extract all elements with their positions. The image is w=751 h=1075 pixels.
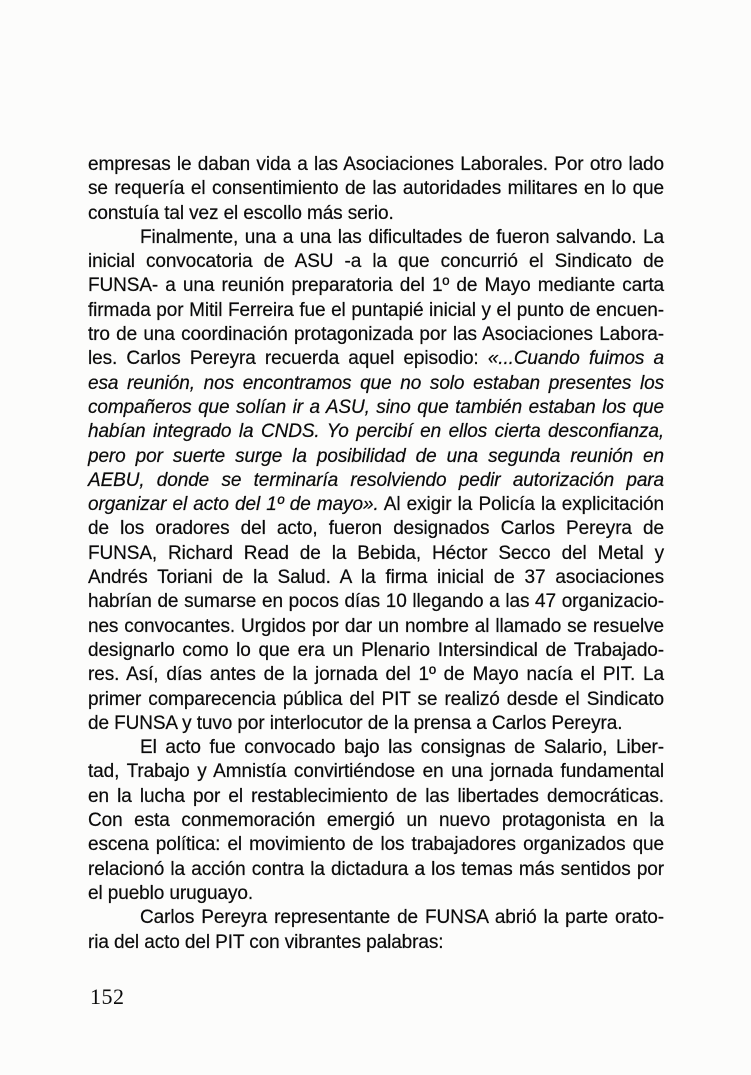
text-line: [88, 590, 664, 614]
text-segment: escena política: el movimiento de los trabajadores organizados que: [88, 834, 664, 856]
text-line: [88, 785, 664, 809]
text-segment: firmada por Mitil Ferreira fue el puntapié inicial y el punto de encuen-: [88, 299, 664, 321]
text-segment: constuía tal vez el escollo más serio.: [88, 202, 394, 224]
page-text: [88, 153, 664, 955]
text-segment: El acto fue convocado bajo las consignas de Salario, Liber-: [140, 737, 664, 759]
text-segment: compañeros que solían ir a ASU, sino que también estaban los que: [88, 396, 664, 418]
text-segment: res. Así, días antes de la jornada del 1º de Mayo nacía el PIT. La: [88, 664, 664, 686]
text-segment: Al exigir la Policía la explicitación: [378, 494, 664, 516]
text-segment: ria del acto del PIT con vibrantes palabras:: [88, 931, 444, 953]
text-line: [88, 323, 664, 347]
text-segment: inicial convocatoria de ASU -a la que concurrió el Sindicato de: [88, 251, 664, 273]
text-line: [88, 493, 664, 517]
text-segment: de los oradores del acto, fueron designados Carlos Pereyra de: [88, 518, 664, 540]
text-segment: Carlos Pereyra representante de FUNSA abrió la parte orato-: [140, 907, 664, 929]
text-segment: habrían de sumarse en pocos días 10 llegando a las 47 organizacio-: [88, 591, 664, 613]
text-segment: organizar el acto del 1º de mayo».: [88, 494, 379, 516]
text-segment: Andrés Toriani de la Salud. A la firma inicial de 37 asociaciones: [88, 567, 664, 589]
text-line: [88, 445, 664, 469]
text-line: [88, 153, 664, 177]
text-segment: el pueblo uruguayo.: [88, 882, 254, 904]
text-segment: tro de una coordinación protagonizada por las Asociaciones Labora-: [88, 324, 664, 346]
text-line: [88, 760, 664, 784]
text-line: [88, 542, 664, 566]
text-segment: FUNSA, Richard Read de la Bebida, Héctor Secco del Metal y: [88, 542, 664, 564]
text-line: [88, 882, 664, 906]
text-segment: FUNSA- a una reunión preparatoria del 1º de Mayo mediante carta: [88, 275, 664, 297]
text-segment: Con esta conmemoración emergió un nuevo protagonista en la: [88, 810, 664, 832]
text-segment: Finalmente, una a una las dificultades de fueron salvando. La: [140, 226, 664, 248]
text-line: [88, 469, 664, 493]
text-line: [88, 250, 664, 274]
text-line: [88, 396, 664, 420]
text-segment: esa reunión, nos encontramos que no solo estaban presentes los: [88, 372, 664, 394]
text-line: [88, 931, 664, 955]
text-line: [88, 833, 664, 857]
text-line: [88, 809, 664, 833]
text-line: [88, 858, 664, 882]
text-line: [88, 202, 664, 226]
text-line: [88, 688, 664, 712]
text-line: [88, 274, 664, 298]
text-line: [88, 615, 664, 639]
text-segment: habían integrado la CNDS. Yo percibí en ellos cierta desconfianza,: [88, 421, 664, 443]
text-segment: AEBU, donde se terminaría resolviendo pedir autorización para: [88, 469, 664, 491]
text-segment: tad, Trabajo y Amnistía convirtiéndose en una jornada fundamental: [88, 761, 664, 783]
page-number: 152: [90, 984, 125, 1009]
text-line: [88, 226, 664, 250]
text-segment: pero por suerte surge la posibilidad de una segunda reunión en: [88, 445, 664, 467]
text-line: [88, 372, 664, 396]
text-segment: empresas le daban vida a las Asociaciones Laborales. Por otro lado: [88, 154, 664, 175]
text-segment: les. Carlos Pereyra recuerda aquel episodio:: [88, 348, 488, 370]
text-line: [88, 712, 664, 736]
text-line: [88, 347, 664, 371]
text-line: [88, 420, 664, 444]
text-segment: primer comparecencia pública del PIT se realizó desde el Sindicato: [88, 688, 664, 710]
text-line: [88, 663, 664, 687]
text-segment: se requería el consentimiento de las autoridades militares en lo que: [88, 178, 664, 200]
text-line: [88, 566, 664, 590]
text-segment: en la lucha por el restablecimiento de las libertades democráticas.: [88, 785, 664, 807]
text-segment: designarlo como lo que era un Plenario Intersindical de Trabajado-: [88, 639, 664, 661]
text-line: [88, 177, 664, 201]
text-segment: nes convocantes. Urgidos por dar un nombre al llamado se resuelve: [88, 615, 664, 637]
text-line: [88, 906, 664, 930]
text-line: [88, 517, 664, 541]
text-segment: «...Cuando fuimos a: [487, 348, 664, 370]
text-line: [88, 299, 664, 323]
text-line: [88, 736, 664, 760]
text-line: [88, 639, 664, 663]
text-segment: de FUNSA y tuvo por interlocutor de la prensa a Carlos Pereyra.: [88, 712, 623, 734]
text-segment: relacionó la acción contra la dictadura a los temas más sentidos por: [88, 858, 664, 880]
